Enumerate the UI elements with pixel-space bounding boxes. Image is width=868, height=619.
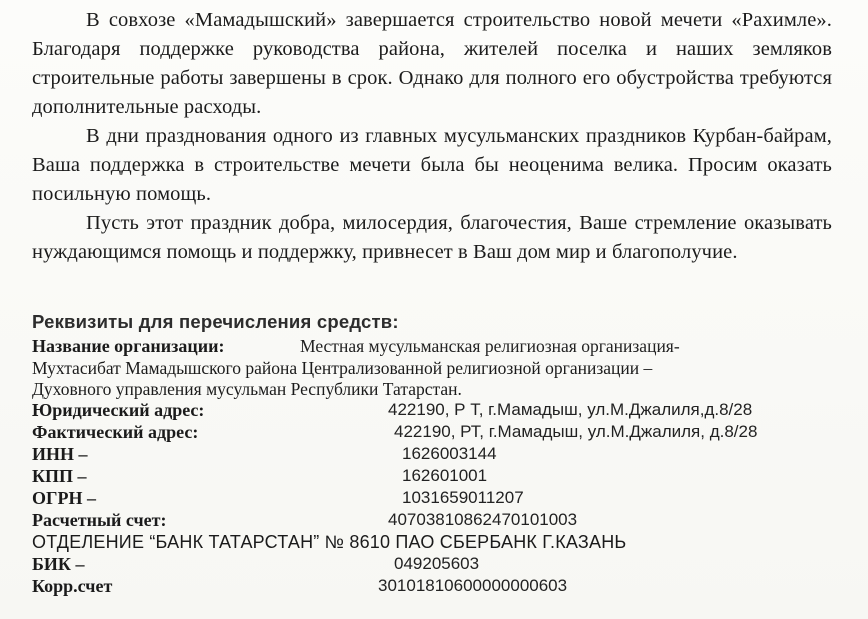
actual-address-label: Фактический адрес: [32,422,199,442]
org-name-line3: Духовного управления мусульман Республики Татарстан. [32,379,462,399]
corr-account-row [32,575,844,597]
legal-address-label: Юридический адрес: [32,400,205,420]
bank-requisites [32,311,844,597]
requisites-heading: Реквизиты для перечисления средств: [32,311,399,332]
bank-name-line: ОТДЕЛЕНИЕ “БАНК ТАТАРСТАН” № 8610 ПАО СБЕРБАНК Г.КАЗАНЬ [32,532,627,552]
inn-label: ИНН – [32,444,88,464]
ogrn-row [32,487,844,509]
bik-value: 049205603 [394,554,480,573]
corr-account-value: 30101810600000000603 [378,576,568,595]
legal-address-value: 422190, Р Т, г.Мамадыш, ул.М.Джалиля,д.8/28 [388,400,753,419]
org-name-line2: Мухтасибат Мамадышского района Централизованной религиозной организации – [32,358,653,378]
org-name-row [32,335,844,357]
bik-label: БИК – [32,554,85,574]
actual-address-row [32,421,844,443]
inn-row [32,443,844,465]
kpp-row [32,465,844,487]
inn-value: 1626003144 [402,444,497,463]
kpp-value: 162601001 [402,466,488,485]
ogrn-label: ОГРН – [32,488,96,508]
kpp-label: КПП – [32,466,87,486]
paragraph-mosque-construction: В совхозе «Мамадышский» завершается строительство новой мечети «Рахимле». Благодаря поддержке руководства района, жителей поселка и наших земляков строительные работы завершены в срок. Однако для полного его обустройства требуются дополнительные расходы. [32,9,832,118]
ogrn-value: 1031659011207 [402,488,524,507]
paragraph-wishes: Пусть этот праздник добра, милосердия, благочестия, Ваше стремление оказывать нуждающимся помощь и поддержку, привнесет в Ваш дом мир и благополучие. [32,212,832,263]
account-label: Расчетный счет: [32,510,167,530]
bik-row [32,553,844,575]
org-name-label: Название организации: [32,336,225,356]
corr-account-label: Корр.счет [32,576,113,596]
actual-address-value: 422190, РТ, г.Мамадыш, ул.М.Джалиля, д.8/28 [394,422,758,441]
account-row [32,509,844,531]
account-value: 40703810862470101003 [388,510,578,529]
org-name-line1: Местная мусульманская религиозная организация- [300,336,680,356]
legal-address-row [32,399,844,421]
paragraph-kurban-bayram: В дни празднования одного из главных мусульманских праздников Курбан-байрам, Ваша поддержка в строительстве мечети была бы неоценима велика. Просим оказать посильную помощь. [32,125,832,205]
letter-body [32,6,832,267]
